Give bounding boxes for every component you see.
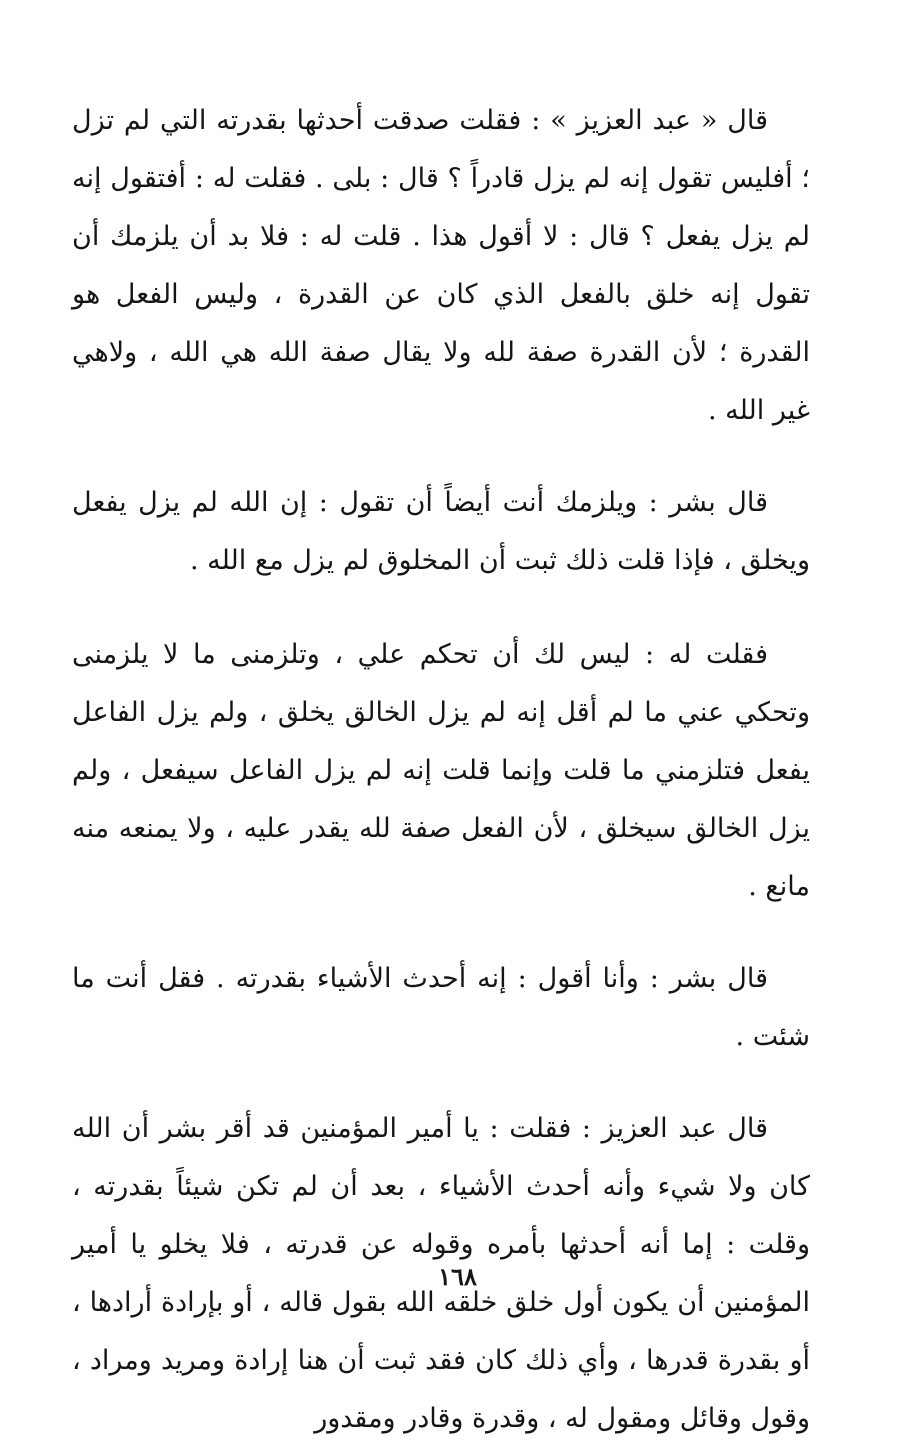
paragraph-1: قال « عبد العزيز » : فقلت صدقت أحدثها بقدرته التي لم تزل ؛ أفليس تقول إنه لم يزل قادراً ؟ قال : بلى . فقلت له : أفتقول إنه لم يزل يفعل ؟ قال : لا أقول هذا . قلت له : فلا بد أن يلزمك أن تقول إنه خلق بالفعل الذي كان عن القدرة ، وليس الفعل هو القدرة ؛ لأن القدرة صفة لله ولا يقال صفة الله هي الله ، ولاهي غير الله . — [72, 105, 810, 426]
page-body — [72, 92, 810, 1448]
page-number: ١٦٨ — [438, 1262, 477, 1291]
paragraph-3: فقلت له : ليس لك أن تحكم علي ، وتلزمنى ما لا يلزمنى وتحكي عني ما لم أقل إنه لم يزل الخالق يخلق ، ولم يزل الفاعل يفعل فتلزمني ما قلت وإنما قلت إنه لم يزل الفاعل سيفعل ، ولم يزل الخالق سيخلق ، لأن الفعل صفة لله يقدر عليه ، ولا يمنعه منه مانع . — [72, 639, 810, 902]
paragraph-2: قال بشر : ويلزمك أنت أيضاً أن تقول : إن الله لم يزل يفعل ويخلق ، فإذا قلت ذلك ثبت أن المخلوق لم يزل مع الله . — [72, 487, 810, 576]
paragraph-5: قال عبد العزيز : فقلت : يا أمير المؤمنين قد أقر بشر أن الله كان ولا شيء وأنه أحدث الأشياء ، بعد أن لم تكن شيئاً بقدرته ، وقلت : إما أنه أحدثها بأمره وقوله عن قدرته ، فلا يخلو يا أمير المؤمنين أن يكون أول خلق خلقه الله بقول قاله ، أو بإرادة أرادها ، أو بقدرة قدرها ، وأي ذلك كان فقد ثبت أن هنا إرادة ومريد ومراد ، وقول وقائل ومقول له ، وقدرة وقادر ومقدور — [72, 1113, 810, 1434]
paragraph-4: قال بشر : وأنا أقول : إنه أحدث الأشياء بقدرته . فقل أنت ما شئت . — [72, 963, 810, 1052]
